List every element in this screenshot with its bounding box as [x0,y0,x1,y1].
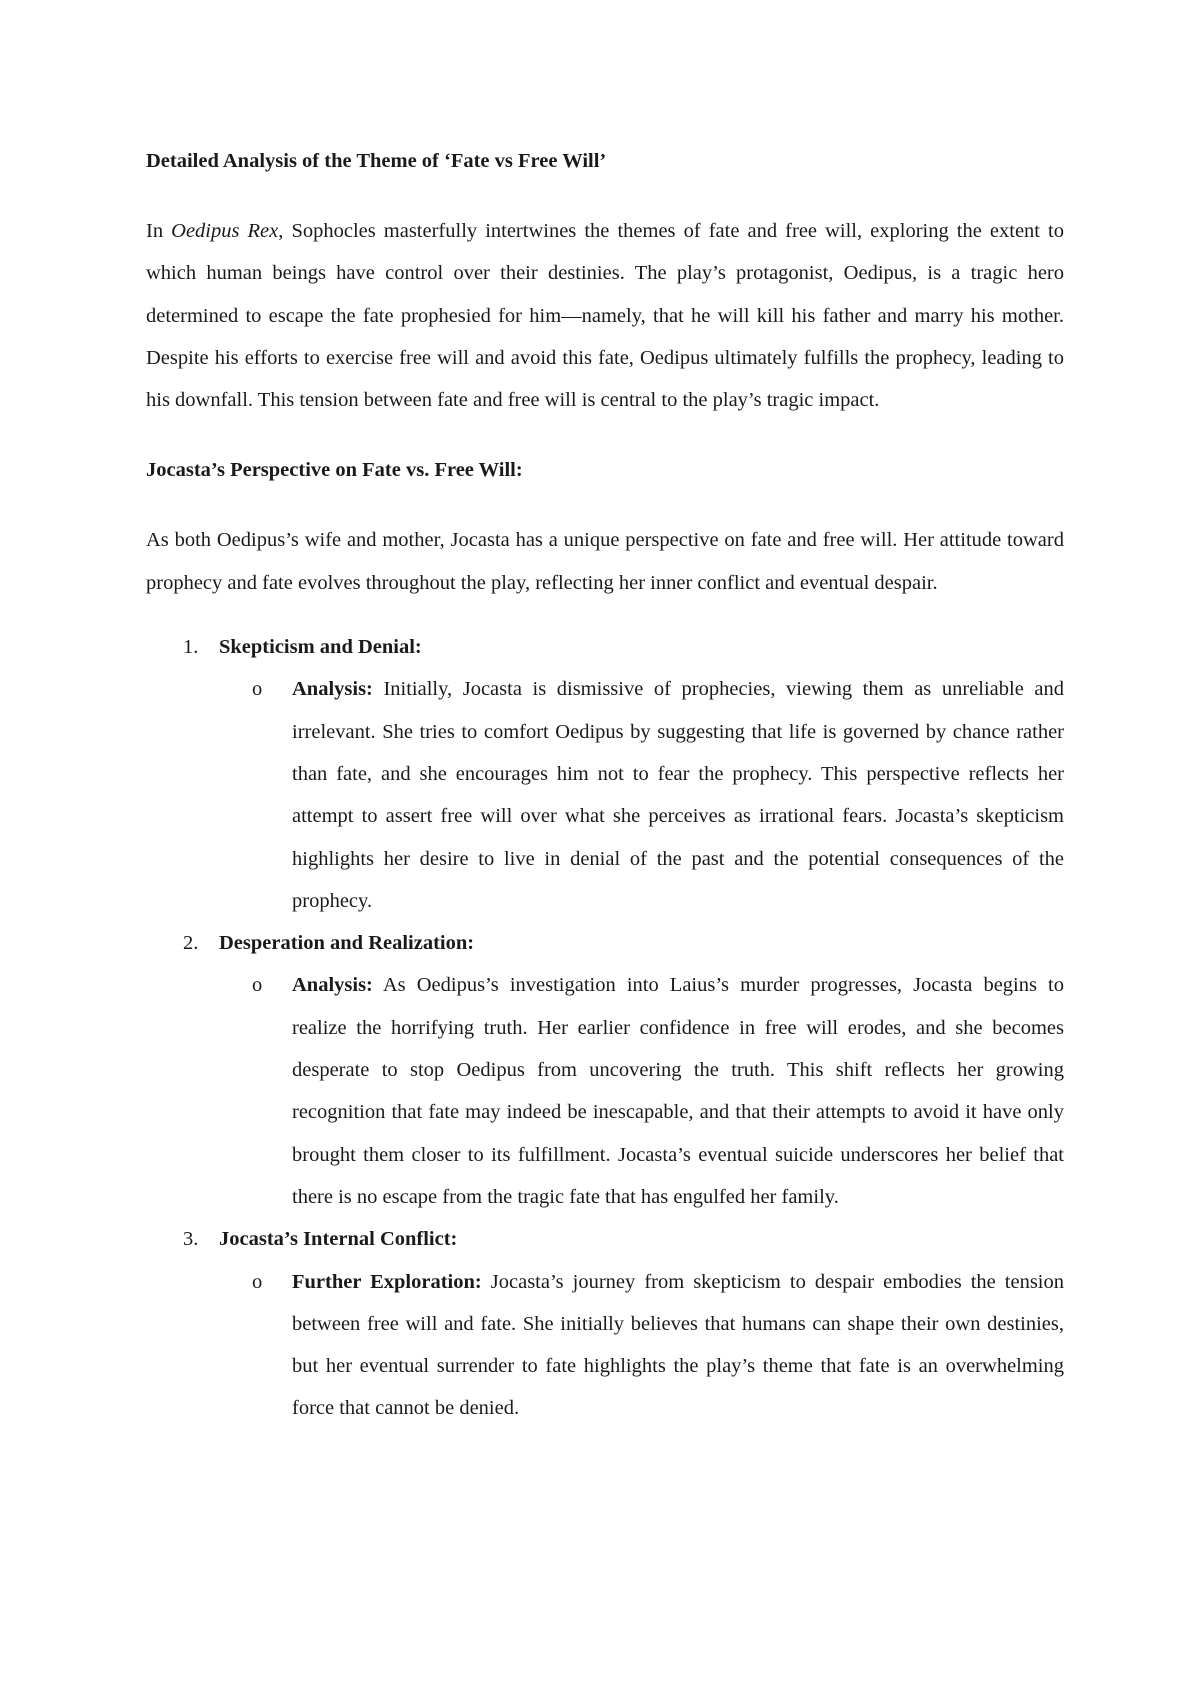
sub-item-label: Further Exploration: [292,1270,482,1293]
document-title: Detailed Analysis of the Theme of ‘Fate vs Free Will’ [146,150,607,172]
list-item [146,626,1064,922]
list-item-title: Skepticism and Denial: [219,636,422,659]
intro-prefix: In [146,220,172,242]
section-paragraph: As both Oedipus’s wife and mother, Jocasta has a unique perspective on fate and free will. Her attitude toward prophecy and fate evolves throughout the play, reflecting her inner conflict and eventual despair. [146,529,1064,594]
sub-bullet-item [146,964,1064,1218]
list-item-number: 3. [183,1228,199,1251]
spacer [146,491,1064,519]
spacer [146,182,1064,210]
work-title: Oedipus Rex [171,220,279,242]
list-item [146,922,1064,1218]
list-item-number: 1. [183,636,199,659]
analysis-list [146,626,1064,1430]
sub-item-text: Jocasta’s journey from skepticism to despair embodies the tension between free will and fate. She initially believes that humans can shape their own destinies, but her eventual surrender to fate highlights the play’s theme that fate is an overwhelming force that cannot be denied. [292,1270,1065,1420]
intro-text: , Sophocles masterfully intertwines the themes of fate and free will, exploring the extent to which human beings have control over their destinies. The play’s protagonist, Oedipus, is a tragic hero determined to escape the fate prophesied for him—namely, that he will kill his father and marry his mother. Despite his efforts to exercise free will and avoid this fate, Oedipus ultimately fulfills the prophecy, leading to his downfall. This tension between fate and free will is central to the play’s tragic impact. [146,220,1064,412]
sub-item-text: Initially, Jocasta is dismissive of prophecies, viewing them as unreliable and irrelevant. She tries to comfort Oedipus by suggesting that life is governed by chance rather than fate, and she encourages him not to fear the prophecy. This perspective reflects her attempt to assert free will over what she perceives as irrational fears. Jocasta’s skepticism highlights her desire to live in denial of the past and the potential consequences of the prophecy. [292,678,1064,912]
sub-item-label: Analysis: [292,678,373,701]
sub-bullet-item [146,668,1064,922]
document-page [146,140,1064,1430]
section-heading: Jocasta’s Perspective on Fate vs. Free Will: [146,459,523,482]
spacer [146,421,1064,449]
sub-item-label: Analysis: [292,974,373,997]
sub-item-text: As Oedipus’s investigation into Laius’s murder progresses, Jocasta begins to realize the horrifying truth. Her earlier confidence in free will erodes, and she becomes desperate to stop Oedipus from uncovering the truth. This shift reflects her growing recognition that fate may indeed be inescapable, and that their attempts to avoid it have only brought them closer to its fulfillment. Jocasta’s eventual suicide underscores her belief that there is no escape from the tragic fate that has engulfed her family. [292,974,1064,1208]
circle-bullet-icon: o [252,974,263,997]
list-item-title: Jocasta’s Internal Conflict: [219,1228,458,1251]
list-item-title: Desperation and Realization: [219,932,475,955]
sub-bullet-item [146,1261,1064,1430]
circle-bullet-icon: o [252,678,263,701]
list-item-number: 2. [183,932,199,955]
intro-paragraph [146,210,1064,421]
circle-bullet-icon: o [252,1270,263,1293]
list-item [146,1218,1064,1429]
spacer [146,604,1064,626]
